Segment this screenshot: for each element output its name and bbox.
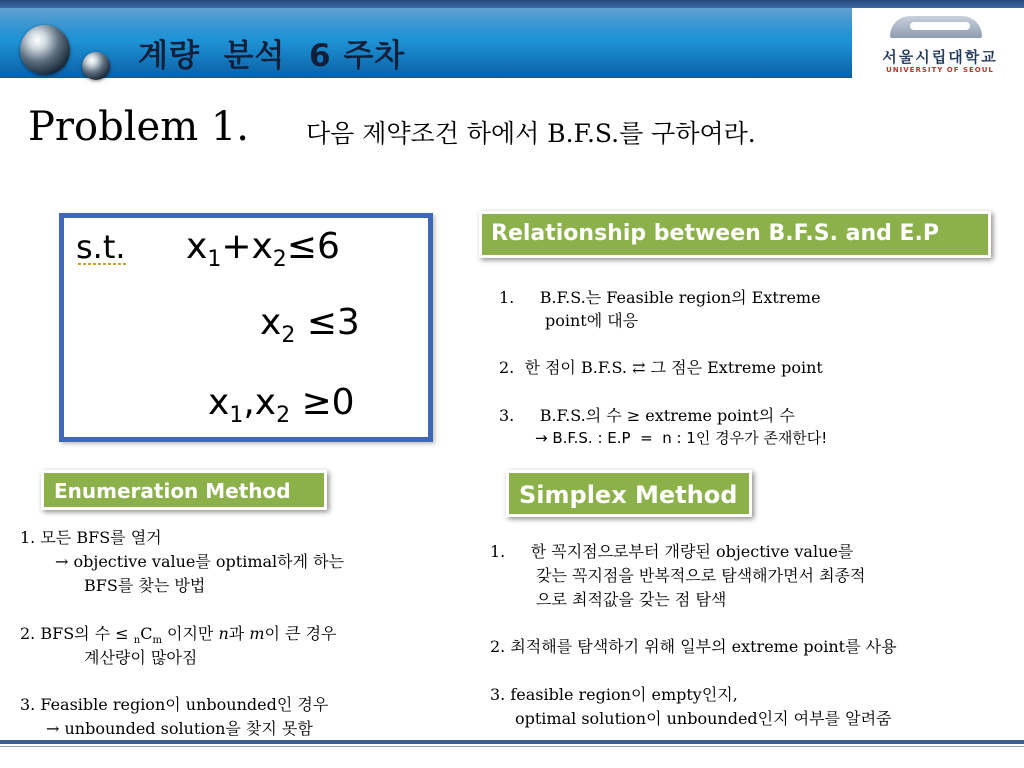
simplex-item-3: 3. feasible region이 empty인지, — [490, 685, 738, 704]
such-that-label: s.t. — [76, 228, 126, 266]
footer-line-thin — [0, 746, 1024, 747]
constraint-row-2: $x_2 \le 3$ — [260, 302, 360, 348]
logo-english-text: UNIVERSITY OF SEOUL — [886, 66, 994, 74]
problem-description: 다음 제약조건 하에서 B.F.S.를 구하여라. — [306, 119, 756, 148]
top-band — [0, 0, 1024, 8]
simplex-item-1-cont: 갖는 꼭지점을 반복적으로 탐색해가면서 최종적 — [536, 566, 866, 585]
logo-mark-icon — [890, 16, 982, 38]
logo-korean-text: 서울시립대학교 — [882, 48, 998, 66]
university-logo — [852, 8, 1024, 78]
constraint-formula — [64, 218, 428, 437]
simplex-item-3-cont: optimal solution이 unbounded인지 여부를 알려줌 — [515, 709, 892, 728]
problem-heading: Problem 1. — [28, 104, 249, 150]
enumeration-item-2: 2. BFS의 수 ≤ $_nC_m$ 이지만 n과 m이 큰 경우 — [20, 624, 337, 647]
enumeration-item-1-cont2: BFS를 찾는 방법 — [84, 576, 206, 595]
small-globe-icon — [82, 52, 110, 80]
enumeration-item-1: 1. 모든 BFS를 열거 — [20, 528, 162, 547]
relationship-item-1: 1. B.F.S.는 Feasible region의 Extreme — [499, 288, 821, 307]
enumeration-item-1-cont: → objective value를 optimal하게 하는 — [55, 552, 345, 571]
header-gloss — [0, 8, 852, 38]
relationship-item-3-cont: → B.F.S. : E.P = n : 1인 경우가 존재한다! — [535, 429, 828, 447]
constraint-row-3: $x_1,x_2 \ge 0$ — [208, 382, 355, 428]
slide-header — [0, 8, 852, 78]
simplex-item-1: 1. 한 꼭지점으로부터 개량된 objective value를 — [490, 542, 854, 561]
constraint-row-1: $x_1+x_2\le 6$ — [186, 226, 340, 272]
enumeration-item-2-cont: 계산량이 많아짐 — [84, 648, 198, 667]
enumeration-item-3: 3. Feasible region이 unbounded인 경우 — [20, 695, 329, 714]
header-title: 계량 분석 6 주차 — [138, 38, 406, 74]
footer-line — [0, 740, 1024, 744]
constraint-box — [59, 213, 433, 442]
simplex-item-2: 2. 최적해를 탐색하기 위해 일부의 extreme point를 사용 — [490, 637, 897, 656]
relationship-tag: Relationship between B.F.S. and E.P — [479, 211, 991, 258]
enumeration-tag: Enumeration Method — [41, 470, 327, 510]
relationship-item-1-cont: point에 대응 — [545, 311, 639, 330]
relationship-item-2: 2. 한 점이 B.F.S. ⇄ 그 점은 Extreme point — [499, 358, 823, 377]
simplex-tag: Simplex Method — [506, 470, 752, 517]
globe-icon — [20, 25, 70, 75]
relationship-item-3: 3. B.F.S.의 수 ≥ extreme point의 수 — [499, 406, 795, 425]
simplex-item-1-cont2: 으로 최적값을 갖는 점 탐색 — [536, 590, 727, 609]
enumeration-item-3-cont: → unbounded solution을 찾지 못함 — [46, 719, 313, 738]
